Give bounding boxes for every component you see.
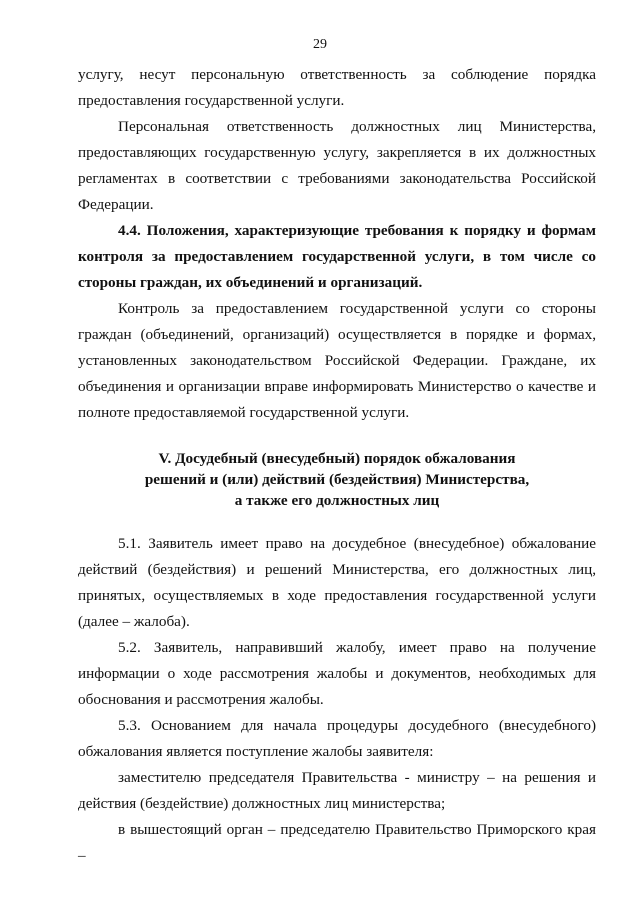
paragraph: услугу, несут персональную ответственность за соблюдение порядка предоставления государственной услуги. <box>78 66 596 109</box>
paragraph: 5.1. Заявитель имеет право на досудебное (внесудебное) обжалование действий (бездействия) и решений Министерства, его должностных лиц, принятых, осуществляемых в ходе предоставления государственной услуги (далее – жалоба). <box>78 535 596 630</box>
subsection-heading: 4.4. Положения, характеризующие требования к порядку и формам контроля за предоставлением государственной услуги, в том числе со стороны граждан, их объединений и организаций. <box>78 222 596 291</box>
document-body <box>78 62 596 869</box>
section-title-line: решений и (или) действий (бездействия) Министерства, <box>144 471 530 488</box>
page-number: 29 <box>313 37 327 52</box>
list-item: заместителю председателя Правительства - министру – на решения и действия (бездействие) должностных лиц министерства; <box>78 769 596 812</box>
list-item: в вышестоящий орган – председателю Правительство Приморского края – <box>78 821 596 864</box>
section-title <box>78 448 596 511</box>
paragraph: Контроль за предоставлением государственной услуги со стороны граждан (объединений, организаций) осуществляется в порядке и формах, установленных законодательством Российской Федерации. Граждане, их объединения и организации вправе информировать Министерство о качестве и полноте предоставляемой государственной услуги. <box>78 300 596 421</box>
paragraph: 5.3. Основанием для начала процедуры досудебного (внесудебного) обжалования является поступление жалобы заявителя: <box>78 717 596 760</box>
section-title-line: а также его должностных лиц <box>234 492 440 509</box>
paragraph: Персональная ответственность должностных лиц Министерства, предоставляющих государственную услугу, закрепляется в их должностных регламентах в соответствии с требованиями законодательства Российской Федерации. <box>78 118 596 213</box>
section-title-line: V. Досудебный (внесудебный) порядок обжалования <box>158 450 516 467</box>
paragraph: 5.2. Заявитель, направивший жалобу, имеет право на получение информации о ходе рассмотрения жалобы и документов, необходимых для обоснования и рассмотрения жалобы. <box>78 639 596 708</box>
